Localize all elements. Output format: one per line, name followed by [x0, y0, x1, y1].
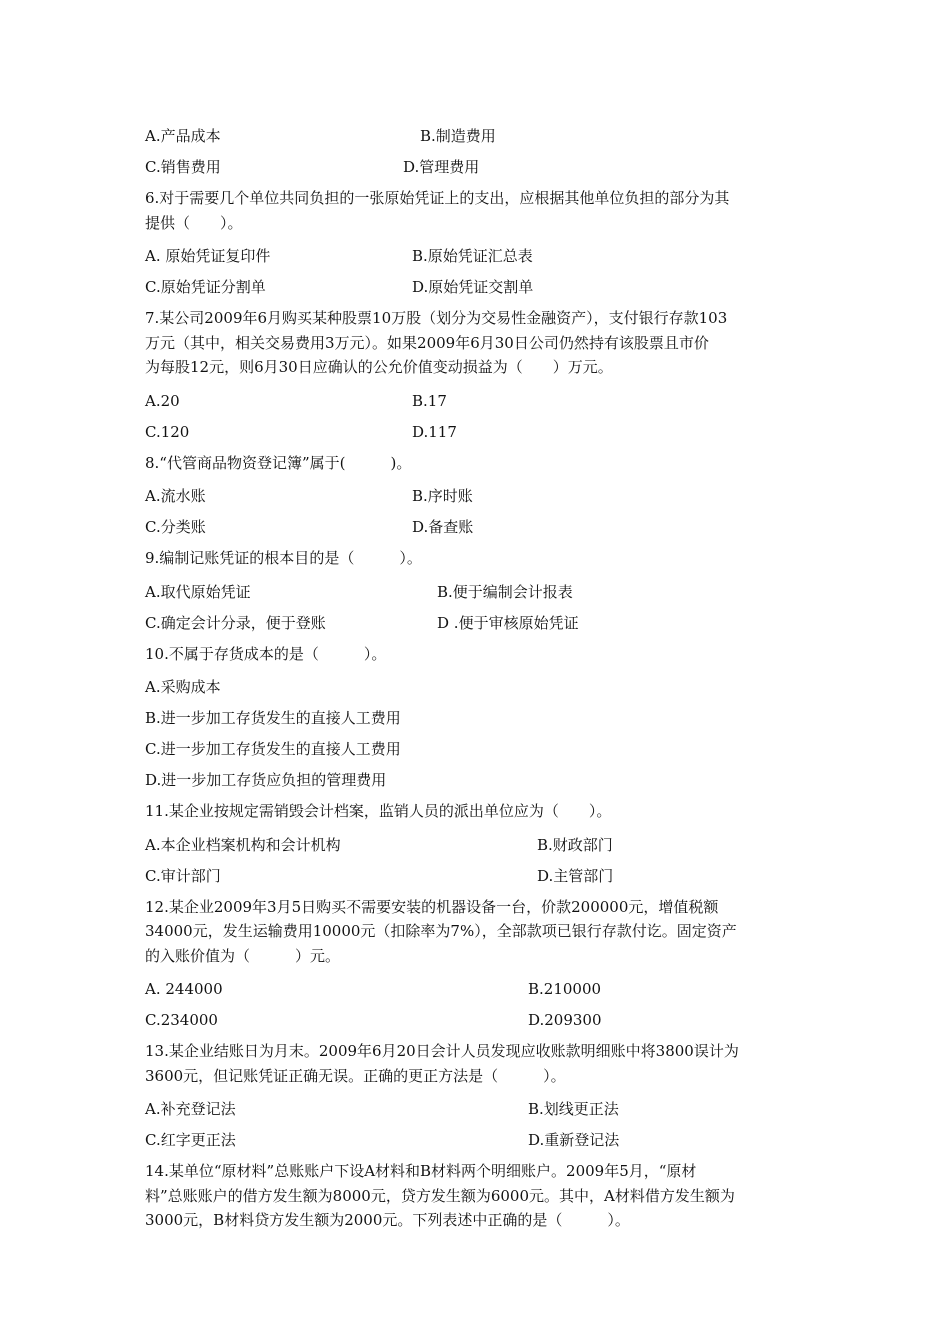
answer-option: B.制造费用 — [420, 127, 496, 145]
options-row — [145, 765, 810, 796]
answer-option: C.红字更正法 — [145, 1131, 236, 1149]
options-row — [145, 974, 810, 1005]
answer-option: D.管理费用 — [403, 158, 480, 176]
question-stem — [145, 799, 810, 824]
options-row — [145, 608, 810, 639]
options-row — [145, 241, 810, 272]
answer-option: B.原始凭证汇总表 — [412, 247, 533, 265]
answer-option: A.流水账 — [145, 487, 206, 505]
answer-option: D.重新登记法 — [528, 1131, 620, 1149]
answer-option: C.进一步加工存货发生的直接人工费用 — [145, 740, 401, 758]
question-stem — [145, 1159, 810, 1233]
answer-option: B.划线更正法 — [528, 1100, 619, 1118]
options-row — [145, 830, 810, 861]
options-row — [145, 734, 810, 765]
answer-option: A.补充登记法 — [145, 1100, 236, 1118]
answer-option: A.取代原始凭证 — [145, 582, 251, 601]
question-stem — [145, 451, 810, 476]
answer-option: C.234000 — [145, 1011, 218, 1029]
answer-option: A.本企业档案机构和会计机构 — [145, 835, 341, 854]
question-stem — [145, 642, 810, 667]
question-text-line: 13.某企业结账日为月末。2009年6月20日会计人员发现应收账款明细账中将3800误计为 — [145, 1042, 739, 1060]
question-text-line: 为每股12元，则6月30日应确认的公允价值变动损益为（ ）万元。 — [145, 358, 613, 376]
options-row — [145, 481, 810, 512]
answer-option: C.销售费用 — [145, 158, 221, 176]
answer-option: C.审计部门 — [145, 866, 221, 885]
question-stem — [145, 306, 810, 380]
options-row — [145, 672, 810, 703]
answer-option: B.财政部门 — [537, 835, 613, 854]
answer-option: D .便于审核原始凭证 — [437, 613, 579, 632]
answer-option: A.20 — [145, 391, 180, 410]
question-text-line: 6.对于需要几个单位共同负担的一张原始凭证上的支出，应根据其他单位负担的部分为其 — [145, 189, 730, 207]
answer-option: D.原始凭证交割单 — [412, 278, 534, 296]
question-text-line: 11.某企业按规定需销毁会计档案，监销人员的派出单位应为（ ）。 — [145, 802, 612, 820]
options-row — [145, 152, 810, 183]
question-text-line: 的入账价值为（ ）元。 — [145, 946, 341, 965]
options-row — [145, 703, 810, 734]
question-text-line: 3000元，B材料贷方发生额为2000元。下列表述中正确的是（ ）。 — [145, 1211, 630, 1229]
answer-option: B.序时账 — [412, 487, 473, 505]
answer-option: B.进一步加工存货发生的直接人工费用 — [145, 709, 401, 727]
answer-option: C.原始凭证分割单 — [145, 278, 266, 296]
options-row — [145, 121, 810, 152]
answer-option: A.产品成本 — [145, 127, 221, 145]
question-stem — [145, 895, 810, 969]
answer-option: B.17 — [412, 391, 447, 410]
question-text-line: 3600元，但记账凭证正确无误。正确的更正方法是（ ）。 — [145, 1066, 566, 1085]
question-text-line: 12.某企业2009年3月5日购买不需要安装的机器设备一台，价款200000元，增值税额 — [145, 897, 719, 916]
question-text-line: 10.不属于存货成本的是（ ）。 — [145, 644, 387, 663]
answer-option: D.主管部门 — [537, 866, 614, 885]
answer-option: C.120 — [145, 422, 190, 441]
question-text-line: 料”总账账户的借方发生额为8000元，贷方发生额为6000元。其中，A材料借方发生额为 — [145, 1186, 735, 1205]
answer-option: D.209300 — [528, 1011, 602, 1029]
question-text-line: 万元（其中，相关交易费用3万元）。如果2009年6月30日公司仍然持有该股票且市价 — [145, 333, 709, 352]
options-row — [145, 386, 810, 417]
answer-option: D.117 — [412, 422, 457, 441]
question-stem — [145, 546, 810, 571]
question-text-line: 14.某单位“原材料”总账账户下设A材料和B材料两个明细账户。2009年5月，“原材 — [145, 1162, 697, 1180]
question-text-line: 8.“代管商品物资登记簿”属于( )。 — [145, 453, 412, 472]
options-row — [145, 272, 810, 303]
answer-option: D.进一步加工存货应负担的管理费用 — [145, 771, 387, 789]
answer-option: A. 244000 — [145, 980, 223, 998]
options-row — [145, 1094, 810, 1125]
options-row — [145, 577, 810, 608]
question-stem — [145, 186, 810, 235]
question-text-line: 34000元，发生运输费用10000元（扣除率为7%），全部款项已银行存款付讫。固定资产 — [145, 922, 737, 940]
answer-option: B.210000 — [528, 980, 602, 998]
options-row — [145, 417, 810, 448]
answer-option: A. 原始凭证复印件 — [145, 247, 271, 265]
question-text-line: 提供（ ）。 — [145, 213, 243, 232]
answer-option: C.确定会计分录，便于登账 — [145, 613, 326, 632]
question-text-line: 9.编制记账凭证的根本目的是（ ）。 — [145, 549, 422, 567]
answer-option: A.采购成本 — [145, 678, 221, 696]
options-row — [145, 861, 810, 892]
answer-option: C.分类账 — [145, 518, 206, 536]
options-row — [145, 1005, 810, 1036]
options-row — [145, 512, 810, 543]
question-text-line: 7.某公司2009年6月购买某种股票10万股（划分为交易性金融资产），支付银行存款103 — [145, 309, 728, 327]
exam-document — [145, 121, 810, 1239]
options-row — [145, 1125, 810, 1156]
answer-option: D.备查账 — [412, 518, 474, 536]
answer-option: B.便于编制会计报表 — [437, 582, 573, 601]
question-stem — [145, 1039, 810, 1088]
